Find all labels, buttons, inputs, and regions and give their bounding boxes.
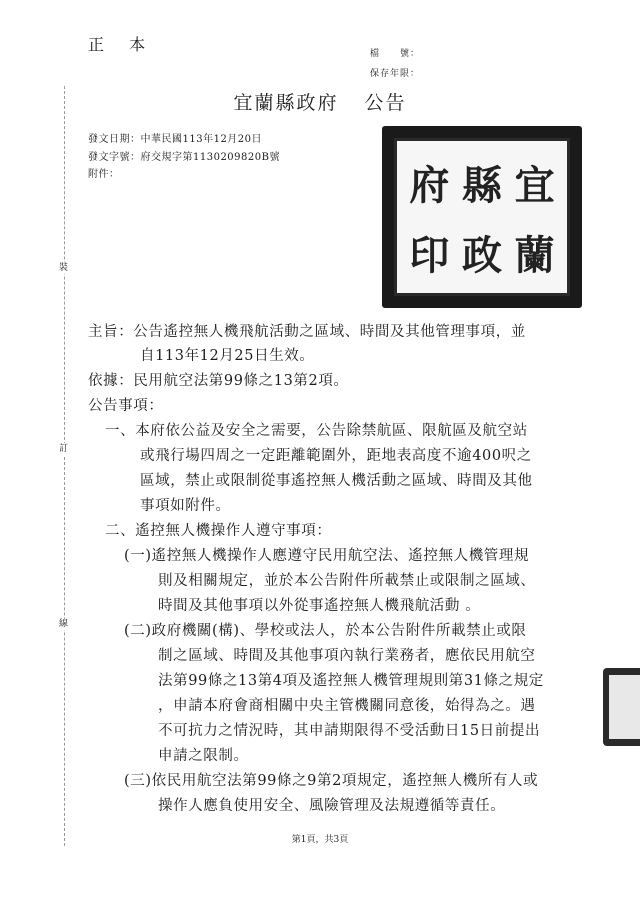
document-number: 發文字號：府交規字第1130209820B號: [88, 152, 280, 163]
item-2-2-line: 制之區域、時間及其他事項內執行業務者，應依民用航空: [158, 648, 536, 664]
binding-mark-zhuang: 裝: [59, 263, 69, 273]
subject-line: 自113年12月25日生效。: [140, 348, 315, 364]
seal-glyph: 府: [409, 161, 450, 209]
item-1-line: 一、本府依公益及安全之需要，公告除禁航區、限航區及航空站: [105, 423, 528, 439]
retention-period-label: 保存年限：: [370, 69, 421, 79]
item-2-2-line: ，申請本府會商相關中央主管機關同意後，始得為之。遇: [158, 698, 536, 714]
basis-line: 依據：民用航空法第99條之13第2項。: [88, 373, 349, 389]
item-2-3-line: (三)依民用航空法第99條之9第2項規定，遙控無人機所有人或: [124, 773, 539, 789]
item-2-1-line: (一)遙控無人機操作人應遵守民用航空法、遙控無人機管理規: [124, 548, 530, 564]
official-seal: [382, 126, 582, 308]
archive-number-label: 檔 號：: [370, 49, 421, 59]
seal-glyph: 縣: [462, 161, 503, 209]
page-seam-stamp: [603, 668, 640, 746]
binding-line: [64, 86, 65, 846]
item-1-line: 或飛行場四周之一定距離範圍外，距地表高度不逾400呎之: [140, 448, 532, 464]
binding-mark-xian: 線: [59, 619, 69, 629]
announcement-heading: 公告事項：: [88, 398, 164, 414]
item-2-2-line: 申請之限制。: [158, 748, 249, 764]
page-number: 第1頁，共3頁: [291, 835, 349, 845]
original-copy-mark: 正 本: [88, 35, 156, 54]
issuing-agency: 宜蘭縣政府: [233, 92, 339, 114]
item-2-2-line: 法第99條之13第4項及遙控無人機管理規則第31條之規定: [158, 673, 544, 689]
document-title: [0, 88, 640, 115]
issue-date: 發文日期：中華民國113年12月20日: [88, 134, 263, 145]
seal-glyph: 蘭: [514, 231, 555, 279]
seal-glyph: 宜: [514, 161, 555, 209]
attachment-label: 附件：: [88, 169, 120, 180]
item-2-2-line: (二)政府機關(構)、學校或法人，於本公告附件所載禁止或限: [124, 623, 527, 639]
item-1-line: 區域，禁止或限制從事遙控無人機活動之區域、時間及其他: [140, 473, 533, 489]
item-2-heading: 二、遙控無人機操作人遵守事項：: [105, 523, 332, 539]
item-2-1-line: 則及相關規定，並於本公告附件所載禁止或限制之區域、: [158, 573, 536, 589]
seal-glyph: 政: [462, 231, 503, 279]
document-type: 公告: [364, 92, 407, 114]
item-1-line: 事項如附件。: [140, 498, 231, 514]
item-2-2-line: 不可抗力之情況時，其申請期限得不受活動日15日前提出: [158, 723, 541, 739]
seal-glyph: 印: [409, 231, 450, 279]
subject-line: 主旨：公告遙控無人機飛航活動之區域、時間及其他管理事項，並: [88, 324, 526, 340]
item-2-3-line: 操作人應負使用安全、風險管理及法規遵循等責任。: [158, 798, 506, 814]
item-2-1-line: 時間及其他事項以外從事遙控無人機飛航活動 。: [158, 598, 481, 614]
binding-mark-ding: 訂: [59, 444, 69, 454]
